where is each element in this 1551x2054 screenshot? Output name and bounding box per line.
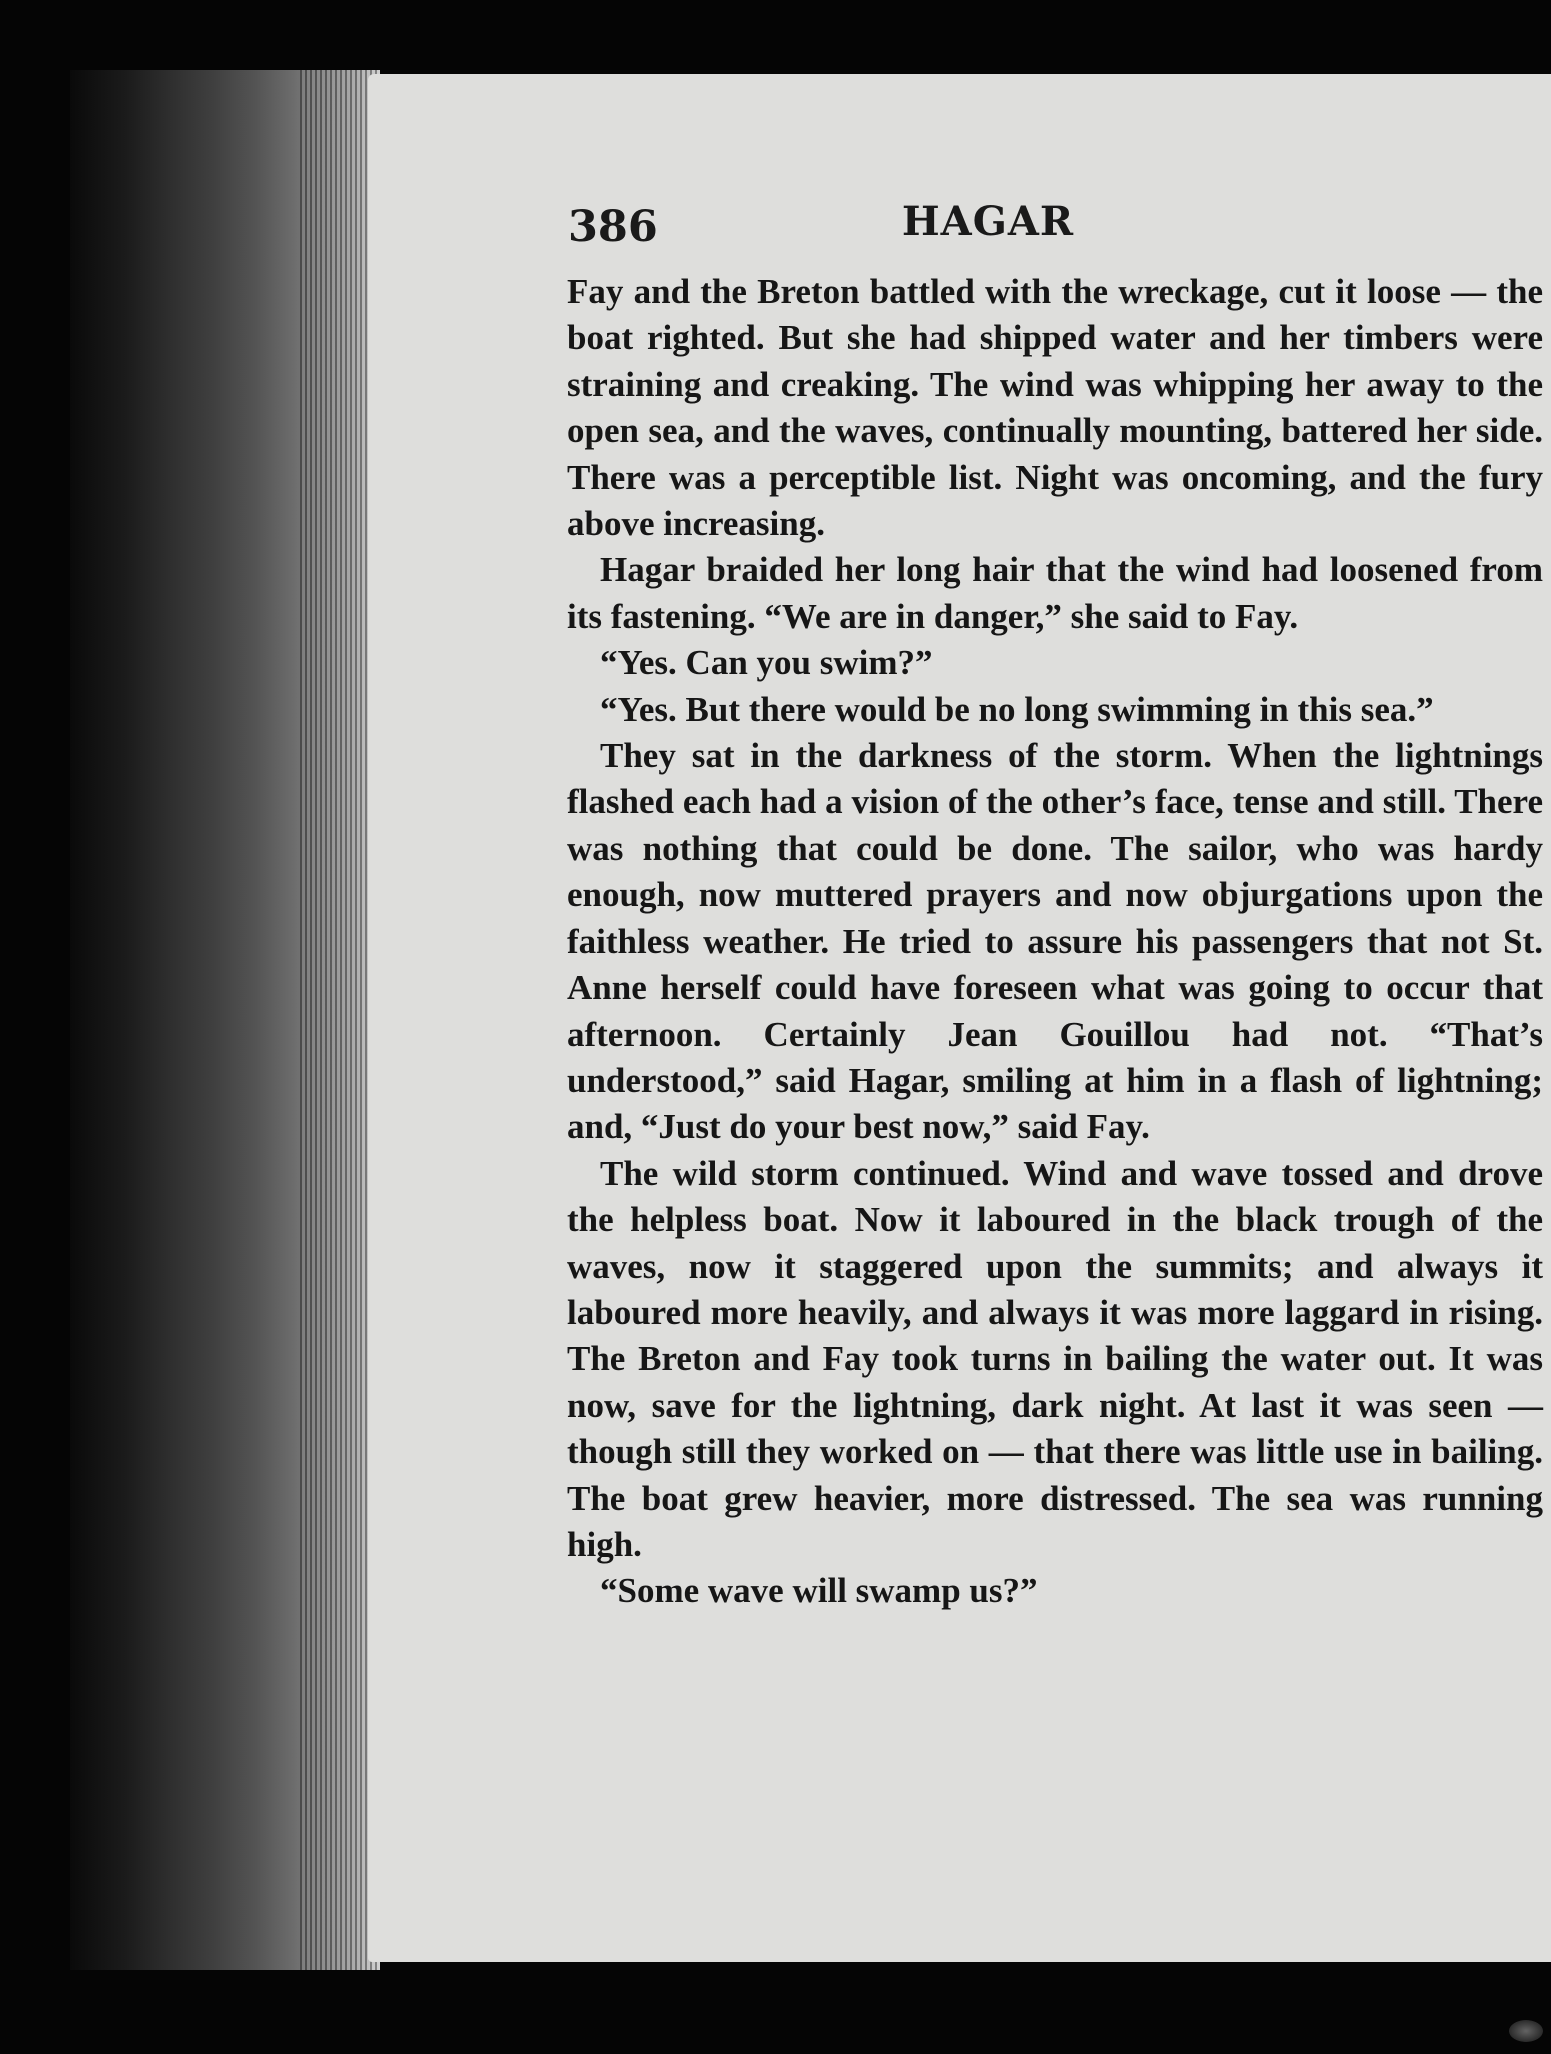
page-number: 386 [568, 202, 658, 252]
paragraph: Fay and the Breton battled with the wreckage, cut it loose — the boat righted. But she had shipped water and her timbers were straining and creaking. The wind was whipping her away to the open sea, and the waves, continually mounting, battered her side. There was a perceptible list. Night was oncoming, and the fury above increasing. [567, 272, 1543, 544]
running-title: HAGAR [901, 198, 1075, 245]
paragraph: “Yes. Can you swim?” [600, 643, 933, 683]
paragraph: “Some wave will swamp us?” [600, 1571, 1038, 1611]
body-text [567, 269, 1543, 1615]
paragraph: They sat in the darkness of the storm. When the lightnings flashed each had a vision of the other’s face, tense and still. There was nothing that could be done. The sailor, who was hardy enough, now muttered prayers and now objurgations upon the faithless weather. He tried to assure his passengers that not St. Anne herself could have foreseen what was going to occur that afternoon. Certainly Jean Gouillou had not. “That’s understood,” said Hagar, smiling at him in a flash of lightning; and, “Just do your best now,” said Fay. [567, 736, 1543, 1147]
scan-smudge [1509, 2020, 1543, 2042]
page-header [568, 192, 1408, 272]
page-sheet [368, 74, 1551, 1962]
paragraph: The wild storm continued. Wind and wave tossed and drove the helpless boat. Now it laboured in the black trough of the waves, now it staggered upon the summits; and always it laboured more heavily, and always it was more laggard in rising. The Breton and Fay took turns in bailing the water out. It was now, save for the lightning, dark night. At last it was seen — though still they worked on — that there was little use in bailing. The boat grew heavier, more distressed. The sea was running high. [567, 1153, 1543, 1564]
paragraph: “Yes. But there would be no long swimming in this sea.” [600, 689, 1434, 729]
paragraph: Hagar braided her long hair that the wind had loosened from its fastening. “We are in danger,” she said to Fay. [567, 550, 1543, 636]
